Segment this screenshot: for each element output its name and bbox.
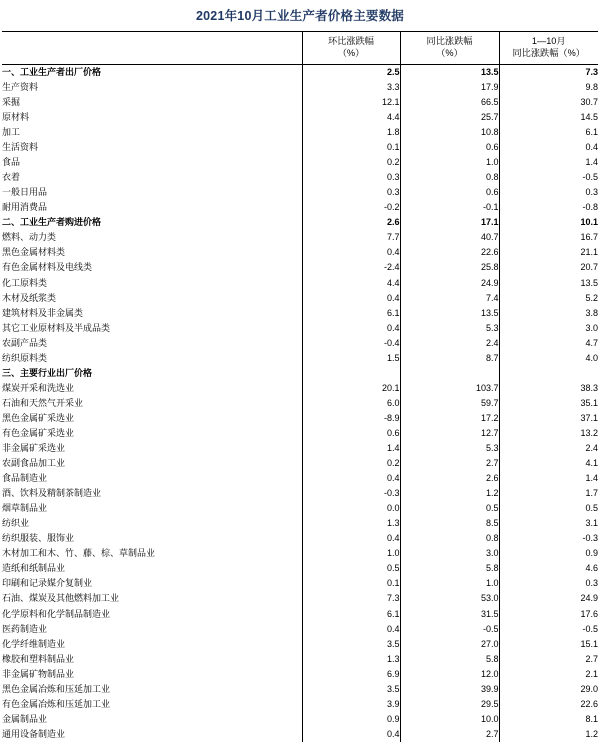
header-cell-name (2, 32, 302, 65)
row-value-v3: 6.1 (499, 125, 598, 140)
table-row (2, 637, 598, 652)
row-value-v2: 13.5 (400, 64, 499, 80)
table-row (2, 245, 598, 260)
row-value-v1: 12.1 (302, 95, 400, 110)
row-value-v2: -0.5 (400, 622, 499, 637)
row-value-v2: 2.6 (400, 471, 499, 486)
table-row (2, 215, 598, 230)
row-value-v3: 30.7 (499, 95, 598, 110)
table-row (2, 486, 598, 501)
row-value-v3: 3.0 (499, 321, 598, 336)
row-value-v3: 0.3 (499, 576, 598, 591)
row-value-v2: 5.3 (400, 321, 499, 336)
row-value-v3: 8.1 (499, 712, 598, 727)
row-value-v2: 31.5 (400, 607, 499, 622)
table-row (2, 291, 598, 306)
row-value-v3: -0.3 (499, 531, 598, 546)
table-row (2, 441, 598, 456)
table-row (2, 622, 598, 637)
row-value-v3: 14.5 (499, 110, 598, 125)
row-value-v3: 0.5 (499, 501, 598, 516)
table-row (2, 336, 598, 351)
row-value-v2: 2.4 (400, 336, 499, 351)
row-value-v3: 4.0 (499, 351, 598, 366)
row-value-v3: 16.7 (499, 230, 598, 245)
row-value-v1: 0.3 (302, 170, 400, 185)
row-value-v2: 17.9 (400, 80, 499, 95)
table-row (2, 351, 598, 366)
row-label: 耐用消费品 (2, 202, 48, 213)
row-value-v3: 21.1 (499, 245, 598, 260)
row-label: 农副产品类 (2, 337, 48, 348)
row-label: 一般日用品 (2, 187, 48, 198)
row-value-v2: 25.7 (400, 110, 499, 125)
table-body (2, 64, 598, 742)
row-value-v2: 39.9 (400, 682, 499, 697)
row-value-v2: 0.8 (400, 170, 499, 185)
row-value-v2: 5.8 (400, 652, 499, 667)
header-cell-mom: 环比涨跌幅 （%） (302, 32, 400, 65)
row-label: 纺织服装、服饰业 (2, 533, 75, 544)
row-label: 橡胶和塑料制品业 (2, 653, 75, 664)
table-row (2, 321, 598, 336)
row-value-v2: 12.7 (400, 426, 499, 441)
row-label: 有色金属材料及电线类 (2, 262, 93, 273)
row-value-v1: 0.1 (302, 140, 400, 155)
row-label: 黑色金属矿采选业 (2, 412, 75, 423)
row-value-v3: -0.5 (499, 170, 598, 185)
row-label: 三、主要行业出厂价格 (2, 367, 93, 378)
row-value-v1: 0.2 (302, 155, 400, 170)
row-label: 加工 (2, 127, 21, 138)
table-row (2, 561, 598, 576)
row-value-v1: 0.4 (302, 531, 400, 546)
row-value-v3: 4.1 (499, 456, 598, 471)
table-row (2, 516, 598, 531)
table-row (2, 185, 598, 200)
row-value-v2: 103.7 (400, 381, 499, 396)
row-label: 通用设备制造业 (2, 728, 66, 739)
table-row (2, 260, 598, 275)
row-value-v2: -0.1 (400, 200, 499, 215)
row-value-v2: 2.7 (400, 727, 499, 742)
row-value-v3: 1.4 (499, 471, 598, 486)
table-row (2, 531, 598, 546)
table-row (2, 276, 598, 291)
row-value-v1: 6.1 (302, 306, 400, 321)
row-label: 采掘 (2, 96, 21, 107)
table-row (2, 366, 598, 381)
row-label: 建筑材料及非金属类 (2, 307, 84, 318)
row-value-v2: 8.7 (400, 351, 499, 366)
row-label: 造纸和纸制品业 (2, 563, 66, 574)
row-value-v1: 4.4 (302, 110, 400, 125)
row-label: 黑色金属材料类 (2, 247, 66, 258)
row-value-v1: 0.4 (302, 321, 400, 336)
row-label: 木材加工和木、竹、藤、棕、草制品业 (2, 548, 156, 559)
row-value-v1: 0.1 (302, 576, 400, 591)
row-value-v1: 1.3 (302, 516, 400, 531)
table-row (2, 712, 598, 727)
row-value-v3: 13.2 (499, 426, 598, 441)
price-data-table (2, 31, 598, 742)
row-value-v2: 24.9 (400, 276, 499, 291)
table-row (2, 155, 598, 170)
row-value-v3: 1.7 (499, 486, 598, 501)
row-value-v3: 17.6 (499, 607, 598, 622)
row-label: 有色金属冶炼和压延加工业 (2, 698, 111, 709)
row-label: 非金属矿采选业 (2, 443, 66, 454)
row-value-v3: 38.3 (499, 381, 598, 396)
row-value-v3: 2.4 (499, 441, 598, 456)
row-label: 纺织原料类 (2, 352, 48, 363)
row-label: 金属制品业 (2, 713, 48, 724)
table-row (2, 170, 598, 185)
table-header (2, 32, 598, 65)
row-value-v2: 66.5 (400, 95, 499, 110)
row-value-v1: 0.9 (302, 712, 400, 727)
row-value-v1: 1.0 (302, 546, 400, 561)
row-value-v3: 7.3 (499, 64, 598, 80)
row-value-v2: 13.5 (400, 306, 499, 321)
row-value-v1: 1.3 (302, 652, 400, 667)
table-row (2, 230, 598, 245)
table-row (2, 471, 598, 486)
table-row (2, 396, 598, 411)
row-value-v3: -0.8 (499, 200, 598, 215)
row-value-v3: 4.6 (499, 561, 598, 576)
row-label: 木材及纸浆类 (2, 292, 57, 303)
row-value-v3: 37.1 (499, 411, 598, 426)
row-value-v3: -0.5 (499, 622, 598, 637)
row-value-v1: 1.8 (302, 125, 400, 140)
row-value-v1: 3.3 (302, 80, 400, 95)
row-value-v3: 35.1 (499, 396, 598, 411)
row-value-v1: 3.5 (302, 682, 400, 697)
row-value-v3: 0.4 (499, 140, 598, 155)
row-value-v3: 22.6 (499, 697, 598, 712)
row-value-v1: -0.2 (302, 200, 400, 215)
row-value-v3: 1.2 (499, 727, 598, 742)
row-label: 纺织业 (2, 518, 30, 529)
row-value-v1: 0.4 (302, 291, 400, 306)
row-value-v2: 22.6 (400, 245, 499, 260)
row-value-v1: 0.5 (302, 561, 400, 576)
row-value-v2: 17.2 (400, 411, 499, 426)
table-row (2, 682, 598, 697)
row-label: 石油、煤炭及其他燃料加工业 (2, 593, 120, 604)
header-cell-cumulative: 1—10月 同比涨跌幅（%） (499, 32, 598, 65)
row-value-v2: 0.6 (400, 140, 499, 155)
row-label: 印刷和记录媒介复制业 (2, 578, 93, 589)
row-value-v1: 1.4 (302, 441, 400, 456)
row-value-v2: 5.3 (400, 441, 499, 456)
row-value-v1: 6.1 (302, 607, 400, 622)
row-value-v1: 0.4 (302, 471, 400, 486)
row-label: 食品制造业 (2, 473, 48, 484)
table-row (2, 110, 598, 125)
row-value-v3: 0.9 (499, 546, 598, 561)
row-label: 二、工业生产者购进价格 (2, 217, 102, 228)
row-value-v1: -2.4 (302, 260, 400, 275)
row-value-v1: -8.9 (302, 411, 400, 426)
row-value-v1: 0.6 (302, 426, 400, 441)
row-value-v2: 1.0 (400, 155, 499, 170)
row-value-v1: 0.4 (302, 245, 400, 260)
table-row (2, 607, 598, 622)
row-value-v1: 0.4 (302, 727, 400, 742)
row-value-v3: 5.2 (499, 291, 598, 306)
row-label: 原材料 (2, 111, 30, 122)
row-value-v2: 8.5 (400, 516, 499, 531)
row-value-v1: 3.9 (302, 697, 400, 712)
row-value-v3: 1.4 (499, 155, 598, 170)
table-row (2, 64, 598, 80)
table-row (2, 95, 598, 110)
row-value-v3: 9.8 (499, 80, 598, 95)
table-row (2, 727, 598, 742)
table-row (2, 546, 598, 561)
row-value-v2: 29.5 (400, 697, 499, 712)
row-label: 黑色金属冶炼和压延加工业 (2, 683, 111, 694)
row-value-v1: 0.3 (302, 185, 400, 200)
row-label: 生产资料 (2, 81, 39, 92)
row-value-v3: 3.8 (499, 306, 598, 321)
row-label: 化学原料和化学制品制造业 (2, 608, 111, 619)
row-value-v1: 7.3 (302, 591, 400, 606)
row-value-v1 (302, 366, 400, 381)
table-row (2, 426, 598, 441)
row-value-v1: 3.5 (302, 637, 400, 652)
row-value-v3: 15.1 (499, 637, 598, 652)
row-label: 化学纤维制造业 (2, 638, 66, 649)
table-row (2, 200, 598, 215)
row-value-v1: 20.1 (302, 381, 400, 396)
row-value-v3: 13.5 (499, 276, 598, 291)
row-label: 食品 (2, 157, 21, 168)
row-value-v3: 0.3 (499, 185, 598, 200)
page-title: 2021年10月工业生产者价格主要数据 (195, 9, 404, 23)
row-value-v2: 10.0 (400, 712, 499, 727)
row-value-v1: 0.2 (302, 456, 400, 471)
row-value-v3: 10.1 (499, 215, 598, 230)
table-row (2, 591, 598, 606)
table-row (2, 80, 598, 95)
row-value-v3: 20.7 (499, 260, 598, 275)
row-value-v2: 5.8 (400, 561, 499, 576)
row-value-v2: 1.2 (400, 486, 499, 501)
row-label: 生活资料 (2, 142, 39, 153)
row-value-v2: 59.7 (400, 396, 499, 411)
row-value-v2: 0.6 (400, 185, 499, 200)
row-value-v2: 25.8 (400, 260, 499, 275)
table-row (2, 652, 598, 667)
row-value-v2: 1.0 (400, 576, 499, 591)
row-value-v2: 0.5 (400, 501, 499, 516)
row-label: 医药制造业 (2, 623, 48, 634)
row-label: 非金属矿物制品业 (2, 668, 75, 679)
row-value-v3: 29.0 (499, 682, 598, 697)
row-label: 烟草制品业 (2, 503, 48, 514)
row-label: 酒、饮料及精制茶制造业 (2, 488, 102, 499)
row-value-v1: 2.5 (302, 64, 400, 80)
row-label: 有色金属矿采选业 (2, 427, 75, 438)
row-value-v2: 10.8 (400, 125, 499, 140)
row-value-v1: 6.0 (302, 396, 400, 411)
table-row (2, 576, 598, 591)
table-row (2, 456, 598, 471)
row-value-v2: 0.8 (400, 531, 499, 546)
table-row (2, 697, 598, 712)
row-value-v2: 40.7 (400, 230, 499, 245)
row-value-v3: 4.7 (499, 336, 598, 351)
row-value-v2: 3.0 (400, 546, 499, 561)
row-label: 燃料、动力类 (2, 232, 57, 243)
row-value-v3: 24.9 (499, 591, 598, 606)
row-label: 其它工业原材料及半成品类 (2, 322, 111, 333)
row-value-v1: 0.0 (302, 501, 400, 516)
row-value-v2: 7.4 (400, 291, 499, 306)
row-value-v3: 3.1 (499, 516, 598, 531)
row-value-v1: 6.9 (302, 667, 400, 682)
row-value-v2: 17.1 (400, 215, 499, 230)
table-row (2, 381, 598, 396)
row-label: 煤炭开采和洗选业 (2, 382, 75, 393)
row-label: 农副食品加工业 (2, 458, 66, 469)
table-row (2, 125, 598, 140)
row-value-v3 (499, 366, 598, 381)
row-value-v2 (400, 366, 499, 381)
row-value-v1: 0.4 (302, 622, 400, 637)
table-row (2, 411, 598, 426)
row-value-v1: 2.6 (302, 215, 400, 230)
row-value-v1: 4.4 (302, 276, 400, 291)
row-value-v2: 12.0 (400, 667, 499, 682)
row-label: 衣着 (2, 172, 21, 183)
row-label: 化工原料类 (2, 277, 48, 288)
row-label: 一、工业生产者出厂价格 (2, 66, 102, 77)
row-value-v3: 2.7 (499, 652, 598, 667)
row-value-v1: -0.3 (302, 486, 400, 501)
row-value-v2: 2.7 (400, 456, 499, 471)
table-row (2, 306, 598, 321)
table-row (2, 140, 598, 155)
row-label: 石油和天然气开采业 (2, 397, 84, 408)
row-value-v1: -0.4 (302, 336, 400, 351)
row-value-v1: 1.5 (302, 351, 400, 366)
row-value-v2: 27.0 (400, 637, 499, 652)
row-value-v1: 7.7 (302, 230, 400, 245)
table-row (2, 667, 598, 682)
table-row (2, 501, 598, 516)
header-cell-yoy: 同比涨跌幅 （%） (400, 32, 499, 65)
row-value-v2: 53.0 (400, 591, 499, 606)
row-value-v3: 2.1 (499, 667, 598, 682)
